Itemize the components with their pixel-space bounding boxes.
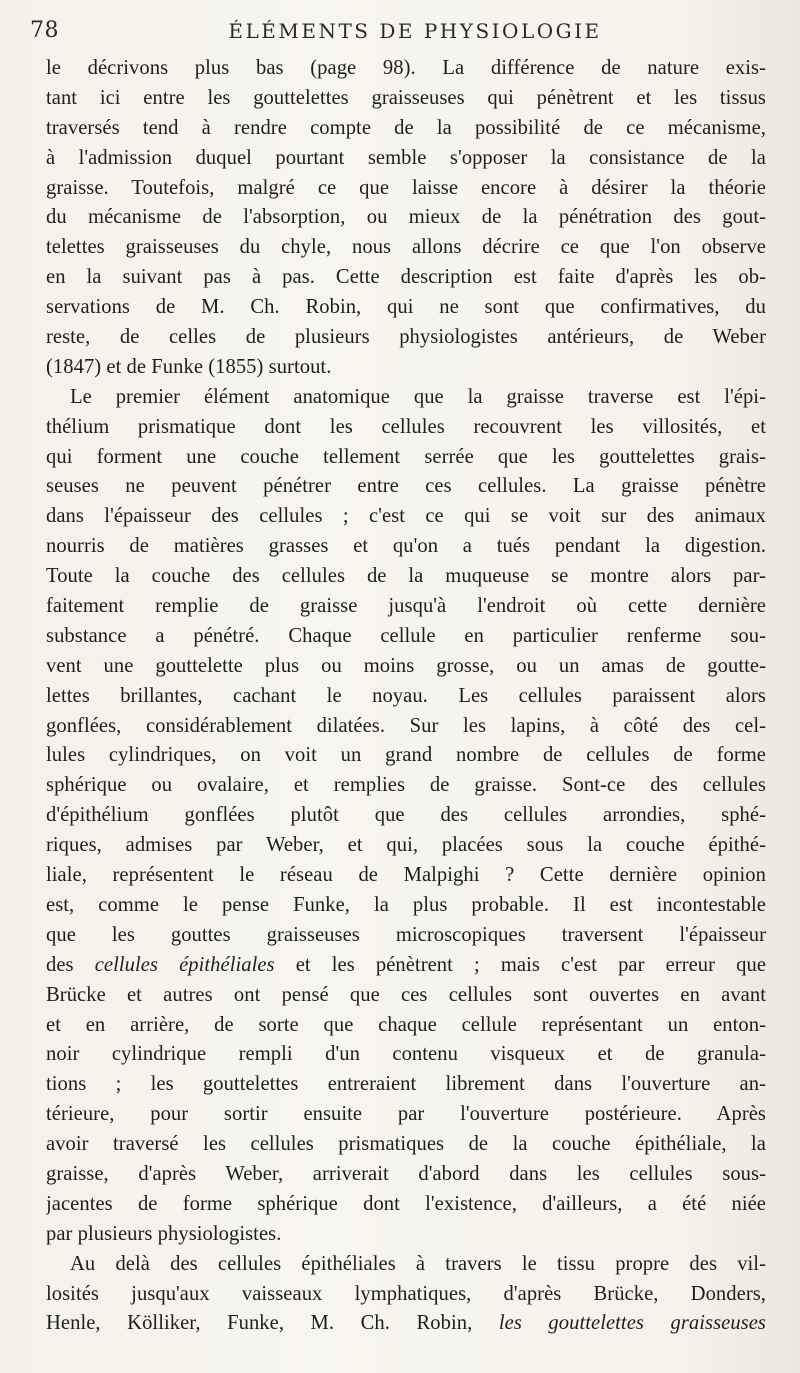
text-line bbox=[46, 293, 766, 323]
line-text: graisse. Toutefois, malgré ce que laisse encore à désirer la théorie bbox=[46, 176, 766, 199]
line-text: d'épithélium gonflées plutôt que des cellules arrondies, sphé- bbox=[46, 804, 766, 827]
line-text: reste, de celles de plusieurs physiologistes antérieurs, de Weber bbox=[46, 326, 766, 349]
text-line bbox=[46, 1220, 766, 1250]
line-text: vent une gouttelette plus ou moins grosse, ou un amas de goutte- bbox=[46, 654, 766, 677]
line-text: riques, admises par Weber, et qui, placées sous la couche épithé- bbox=[46, 834, 766, 857]
text-line bbox=[46, 144, 766, 174]
text-line bbox=[46, 562, 766, 592]
text-line bbox=[46, 174, 766, 204]
line-text: Brücke et autres ont pensé que ces cellules sont ouvertes en avant bbox=[46, 983, 766, 1006]
line-text: Henle, Kölliker, Funke, M. Ch. Robin, bbox=[46, 1312, 473, 1335]
line-text: Toute la couche des cellules de la muqueuse se montre alors par- bbox=[46, 565, 766, 588]
text-line bbox=[46, 831, 766, 861]
italic-text: les gouttelettes graisseuses bbox=[498, 1312, 766, 1335]
line-text: telettes graisseuses du chyle, nous allons décrire ce que l'on observe bbox=[46, 236, 766, 259]
text-line bbox=[46, 114, 766, 144]
text-line bbox=[46, 1250, 766, 1280]
page-number: 78 bbox=[30, 18, 59, 43]
text-line bbox=[46, 353, 766, 383]
line-text: en la suivant pas à pas. Cette description est faite d'après les ob- bbox=[46, 266, 766, 289]
text-line bbox=[46, 1070, 766, 1100]
line-tail: et les pénètrent ; mais c'est par erreur que bbox=[274, 953, 766, 976]
text-line bbox=[46, 951, 766, 981]
line-text: sphérique ou ovalaire, et remplies de graisse. Sont-ce des cellules bbox=[46, 774, 766, 797]
text-line bbox=[46, 413, 766, 443]
text-line bbox=[46, 801, 766, 831]
line-text: gonflées, considérablement dilatées. Sur les lapins, à côté des cel- bbox=[46, 714, 766, 737]
text-line bbox=[46, 54, 766, 84]
text-line bbox=[46, 652, 766, 682]
text-line bbox=[46, 233, 766, 263]
line-text: liale, représentent le réseau de Malpighi ? Cette dernière opinion bbox=[46, 864, 766, 887]
text-line bbox=[46, 502, 766, 532]
line-text: thélium prismatique dont les cellules recouvrent les villosités, et bbox=[46, 415, 766, 438]
text-line bbox=[46, 1011, 766, 1041]
text-line bbox=[46, 383, 766, 413]
line-text: des bbox=[46, 953, 74, 976]
text-line bbox=[46, 981, 766, 1011]
running-head: ÉLÉMENTS DE PHYSIOLOGIE bbox=[228, 19, 602, 43]
text-line bbox=[46, 1130, 766, 1160]
line-text: est, comme le pense Funke, la plus probable. Il est incontestable bbox=[46, 893, 766, 916]
line-text: Le premier élément anatomique que la graisse traverse est l'épi- bbox=[70, 385, 766, 408]
text-line bbox=[46, 1309, 766, 1339]
line-text: à l'admission duquel pourtant semble s'opposer la consistance de la bbox=[46, 146, 766, 169]
text-line bbox=[46, 443, 766, 473]
line-text: graisse, d'après Weber, arriverait d'abord dans les cellules sous- bbox=[46, 1162, 766, 1185]
line-text: tant ici entre les gouttelettes graisseuses qui pénètrent et les tissus bbox=[46, 86, 766, 109]
text-line bbox=[46, 323, 766, 353]
line-text: traversés tend à rendre compte de la possibilité de ce mécanisme, bbox=[46, 116, 766, 139]
text-line bbox=[46, 532, 766, 562]
line-text: servations de M. Ch. Robin, qui ne sont que confirmatives, du bbox=[46, 296, 766, 319]
line-text: lules cylindriques, on voit un grand nombre de cellules de forme bbox=[46, 744, 766, 767]
line-text: jacentes de forme sphérique dont l'existence, d'ailleurs, a été niée bbox=[46, 1192, 766, 1215]
text-line bbox=[46, 263, 766, 293]
line-text: tions ; les gouttelettes entreraient librement dans l'ouverture an- bbox=[46, 1073, 766, 1096]
line-text: Au delà des cellules épithéliales à travers le tissu propre des vil- bbox=[70, 1252, 766, 1275]
line-text: le décrivons plus bas (page 98). La différence de nature exis- bbox=[46, 57, 766, 79]
text-line bbox=[46, 472, 766, 502]
italic-text: cellules épithéliales bbox=[94, 953, 275, 976]
text-line bbox=[46, 682, 766, 712]
text-line bbox=[46, 771, 766, 801]
text-line bbox=[46, 1160, 766, 1190]
text-line bbox=[46, 741, 766, 771]
line-text: substance a pénétré. Chaque cellule en particulier renferme sou- bbox=[46, 624, 766, 647]
line-text: avoir traversé les cellules prismatiques de la couche épithéliale, la bbox=[46, 1133, 766, 1156]
line-text: nourris de matières grasses et qu'on a tués pendant la digestion. bbox=[46, 535, 766, 558]
line-text: par plusieurs physiologistes. bbox=[46, 1222, 282, 1245]
text-line bbox=[46, 84, 766, 114]
line-text: qui forment une couche tellement serrée que les gouttelettes grais- bbox=[46, 445, 766, 468]
line-text: (1847) et de Funke (1855) surtout. bbox=[46, 355, 332, 378]
text-line bbox=[46, 891, 766, 921]
text-line bbox=[46, 592, 766, 622]
text-line bbox=[46, 1190, 766, 1220]
body-text bbox=[46, 54, 766, 1339]
text-line bbox=[46, 921, 766, 951]
text-line bbox=[46, 712, 766, 742]
line-text: faitement remplie de graisse jusqu'à l'endroit où cette dernière bbox=[46, 595, 766, 618]
text-line bbox=[46, 1280, 766, 1310]
line-text: que les gouttes graisseuses microscopiques traversent l'épaisseur bbox=[46, 923, 766, 946]
line-text: du mécanisme de l'absorption, ou mieux de la pénétration des gout- bbox=[46, 206, 766, 229]
text-line bbox=[46, 1100, 766, 1130]
line-text: lettes brillantes, cachant le noyau. Les cellules paraissent alors bbox=[46, 684, 766, 707]
line-text: seuses ne peuvent pénétrer entre ces cellules. La graisse pénètre bbox=[46, 475, 766, 498]
text-line bbox=[46, 861, 766, 891]
text-line bbox=[46, 203, 766, 233]
line-text: losités jusqu'aux vaisseaux lymphatiques, d'après Brücke, Donders, bbox=[46, 1282, 766, 1305]
line-text: térieure, pour sortir ensuite par l'ouverture postérieure. Après bbox=[46, 1103, 766, 1126]
page-header bbox=[30, 4, 770, 48]
text-line bbox=[46, 622, 766, 652]
line-text: et en arrière, de sorte que chaque cellule représentant un enton- bbox=[46, 1013, 766, 1036]
line-text: dans l'épaisseur des cellules ; c'est ce qui se voit sur des animaux bbox=[46, 505, 766, 528]
line-text: noir cylindrique rempli d'un contenu visqueux et de granula- bbox=[46, 1043, 766, 1066]
text-line bbox=[46, 1040, 766, 1070]
